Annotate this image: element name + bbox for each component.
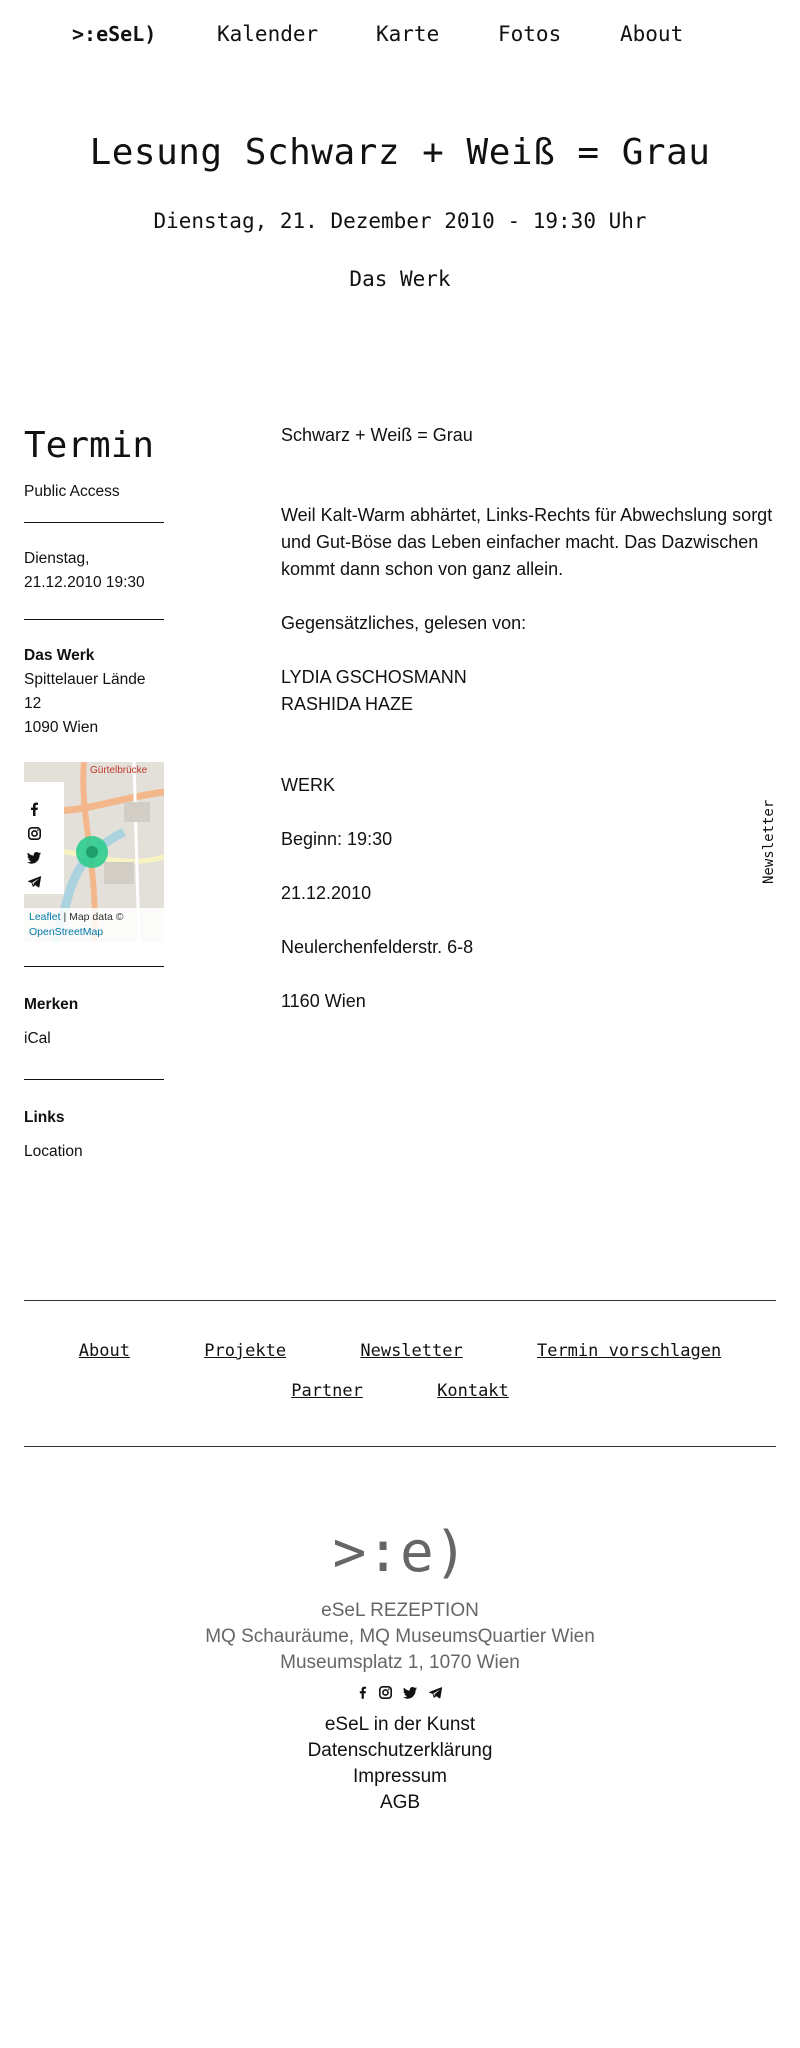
- top-navigation: [0, 22, 800, 52]
- footer-org: eSeL REZEPTION: [321, 1600, 479, 1621]
- nav-kalender[interactable]: Kalender: [217, 22, 319, 46]
- venue-city: 1090 Wien: [24, 719, 99, 736]
- footer-link-termin-vorschlagen[interactable]: Termin vorschlagen: [536, 1341, 722, 1361]
- divider: [24, 619, 164, 620]
- leaflet-link[interactable]: Leaflet: [29, 911, 61, 923]
- sidebar-heading: Termin: [24, 425, 155, 466]
- newsletter-side-tab[interactable]: Newsletter: [761, 799, 777, 884]
- content-lead: Schwarz + Weiß = Grau: [281, 425, 473, 445]
- footer-links-row-2: [0, 1381, 800, 1401]
- site-logo[interactable]: >:eSeL): [72, 22, 157, 46]
- start-time: Beginn: 19:30: [281, 829, 393, 849]
- event-sidebar: [24, 424, 164, 740]
- content-city: 1160 Wien: [281, 991, 366, 1011]
- footer-link-about[interactable]: About: [78, 1341, 130, 1361]
- venue-werk: WERK: [281, 775, 335, 795]
- instagram-icon[interactable]: [379, 1686, 392, 1702]
- footer-social-icons: [0, 1686, 800, 1702]
- side-social-icons: [24, 800, 44, 896]
- merken-title: Merken: [24, 996, 79, 1013]
- ical-link[interactable]: iCal: [24, 1030, 51, 1047]
- footer-divider: [24, 1300, 776, 1301]
- footer-address-line: Museumsplatz 1, 1070 Wien: [280, 1652, 520, 1673]
- venue-map[interactable]: [24, 762, 164, 942]
- footer-meta-links: [0, 1712, 800, 1816]
- reader-name: RASHIDA HAZE: [281, 694, 414, 714]
- event-date: Dienstag, 21. Dezember 2010 - 19:30 Uhr: [153, 209, 647, 233]
- content-date: 21.12.2010: [281, 883, 372, 903]
- venue-name: Das Werk: [24, 647, 95, 664]
- location-link[interactable]: Location: [24, 1143, 83, 1160]
- footer-link-partner[interactable]: Partner: [291, 1381, 363, 1401]
- footer-address-line: MQ Schauräume, MQ MuseumsQuartier Wien: [205, 1626, 595, 1647]
- footer-logo: >:e): [332, 1520, 468, 1585]
- content-address: Neulerchenfelderstr. 6-8: [281, 937, 474, 957]
- footer-link-impressum[interactable]: Impressum: [353, 1766, 447, 1787]
- telegram-icon[interactable]: [24, 872, 44, 896]
- footer-link-kontakt[interactable]: Kontakt: [437, 1381, 509, 1401]
- page-title: Lesung Schwarz + Weiß = Grau: [89, 132, 711, 173]
- telegram-icon[interactable]: [429, 1686, 442, 1702]
- footer-link-agb[interactable]: AGB: [379, 1792, 421, 1813]
- divider: [24, 522, 164, 523]
- facebook-icon[interactable]: [358, 1686, 367, 1702]
- nav-karte[interactable]: Karte: [376, 22, 440, 46]
- attribution-text: | Map data ©: [60, 911, 124, 923]
- divider: [24, 966, 164, 967]
- nav-fotos[interactable]: Fotos: [498, 22, 562, 46]
- map-place-label: Gürtelbrücke: [90, 765, 148, 776]
- footer-divider: [24, 1446, 776, 1447]
- event-hero: [0, 132, 800, 291]
- footer-link-projekte[interactable]: Projekte: [204, 1341, 287, 1361]
- twitter-icon[interactable]: [24, 848, 44, 872]
- date-time: 21.12.2010 19:30: [24, 574, 145, 591]
- event-venue: Das Werk: [349, 267, 451, 291]
- divider: [24, 1079, 164, 1080]
- footer-link-datenschutz[interactable]: Datenschutzerklärung: [307, 1740, 493, 1761]
- footer-link-esel-in-der-kunst[interactable]: eSeL in der Kunst: [324, 1714, 476, 1735]
- footer-address: [0, 1598, 800, 1676]
- reader-name: LYDIA GSCHOSMANN: [281, 667, 467, 687]
- nav-about[interactable]: About: [620, 22, 684, 46]
- readers-intro: Gegensätzliches, gelesen von:: [281, 613, 527, 633]
- content-paragraph: Weil Kalt-Warm abhärtet, Links-Rechts für Abwechslung sorgt und Gut-Böse das Leben einfacher macht. Das Dazwischen kommt dann schon von ganz allein.: [281, 505, 773, 579]
- sidebar-lower: [24, 966, 164, 1164]
- facebook-icon[interactable]: [24, 800, 44, 824]
- map-attribution: [24, 908, 164, 942]
- osm-link[interactable]: OpenStreetMap: [29, 926, 104, 938]
- footer-link-newsletter[interactable]: Newsletter: [360, 1341, 463, 1361]
- footer-links-row-1: [0, 1341, 800, 1361]
- instagram-icon[interactable]: [24, 824, 44, 848]
- twitter-icon[interactable]: [403, 1686, 417, 1702]
- date-weekday: Dienstag,: [24, 550, 90, 567]
- venue-street: Spittelauer Lände: [24, 671, 146, 688]
- links-title: Links: [24, 1109, 65, 1126]
- access-label: Public Access: [24, 483, 120, 500]
- venue-street-number: 12: [24, 695, 42, 712]
